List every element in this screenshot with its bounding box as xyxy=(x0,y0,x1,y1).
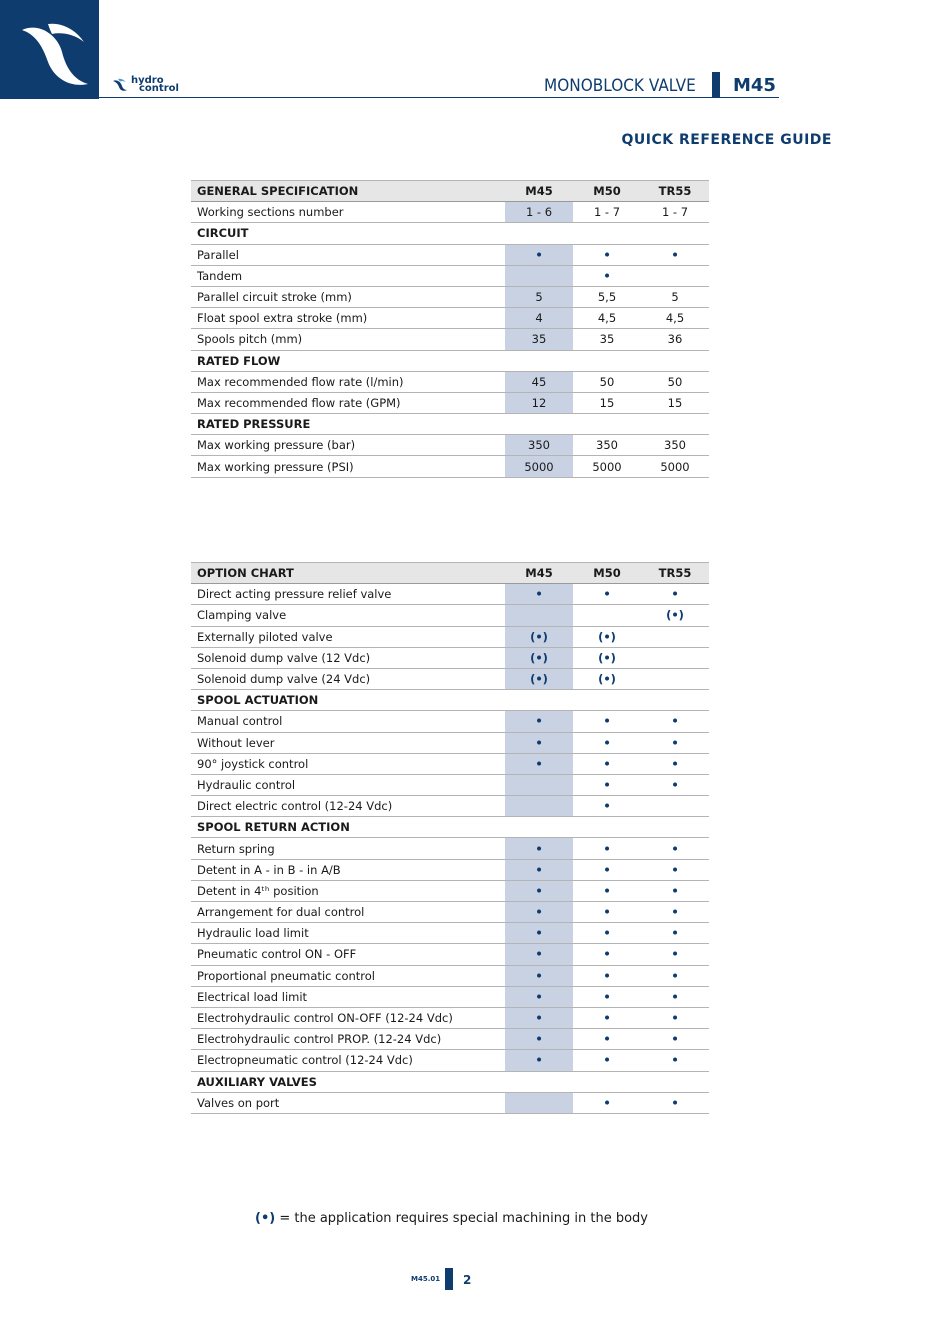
row-label: Parallel circuit stroke (mm) xyxy=(191,286,505,307)
table-cell: • xyxy=(641,880,709,901)
page-number: 2 xyxy=(463,1273,472,1287)
table-cell: 4,5 xyxy=(641,308,709,329)
section-label: RATED PRESSURE xyxy=(191,414,505,435)
table-title-header: OPTION CHART xyxy=(191,563,505,584)
row-label: Float spool extra stroke (mm) xyxy=(191,308,505,329)
header-title: MONOBLOCK VALVE xyxy=(544,76,696,96)
table-row xyxy=(191,965,709,986)
table-cell: • xyxy=(573,902,641,923)
row-label: Hydraulic control xyxy=(191,774,505,795)
table-cell: 350 xyxy=(573,435,641,456)
section-label: CIRCUIT xyxy=(191,223,505,244)
header-model: M45 xyxy=(733,75,776,96)
option-chart-table xyxy=(191,562,709,1114)
table-cell: 50 xyxy=(641,371,709,392)
row-label: Clamping valve xyxy=(191,605,505,626)
table-cell: • xyxy=(505,1007,573,1028)
table-cell: 5 xyxy=(641,286,709,307)
table-cell: 350 xyxy=(641,435,709,456)
table-cell: • xyxy=(505,859,573,880)
row-label: Return spring xyxy=(191,838,505,859)
table-cell xyxy=(641,265,709,286)
table-cell: • xyxy=(573,838,641,859)
table-row xyxy=(191,1007,709,1028)
table-cell: 1 - 7 xyxy=(573,202,641,223)
table-cell: • xyxy=(573,732,641,753)
table-cell: • xyxy=(573,1007,641,1028)
table-cell: • xyxy=(505,838,573,859)
footnote xyxy=(255,1211,648,1226)
table-cell xyxy=(641,223,709,244)
document-code: M45.01 xyxy=(411,1275,441,1283)
section-label: AUXILIARY VALVES xyxy=(191,1071,505,1092)
table-cell xyxy=(505,350,573,371)
table-cell: (•) xyxy=(573,668,641,689)
table-cell xyxy=(641,350,709,371)
table-cell xyxy=(573,414,641,435)
table-row xyxy=(191,626,709,647)
table-cell: • xyxy=(641,1029,709,1050)
table-cell: 50 xyxy=(573,371,641,392)
table-cell xyxy=(641,668,709,689)
row-label: Detent in A - in B - in A/B xyxy=(191,859,505,880)
table-cell: • xyxy=(573,753,641,774)
table-cell: (•) xyxy=(573,647,641,668)
table-cell xyxy=(505,414,573,435)
table-cell xyxy=(641,796,709,817)
section-row xyxy=(191,690,709,711)
table-cell: 35 xyxy=(505,329,573,350)
table-row xyxy=(191,774,709,795)
table-cell: (•) xyxy=(505,647,573,668)
table-cell xyxy=(641,414,709,435)
table-cell xyxy=(573,817,641,838)
row-label: Max working pressure (PSI) xyxy=(191,456,505,477)
general-specification-table xyxy=(191,180,709,478)
table-cell: • xyxy=(505,753,573,774)
brand-line-1: hydro xyxy=(131,75,164,86)
table-cell: • xyxy=(505,902,573,923)
table-cell: • xyxy=(573,880,641,901)
row-label: Electrohydraulic control ON-OFF (12-24 Vdc) xyxy=(191,1007,505,1028)
table-row xyxy=(191,753,709,774)
table-cell: • xyxy=(573,711,641,732)
table-cell: • xyxy=(573,986,641,1007)
row-label: Direct electric control (12-24 Vdc) xyxy=(191,796,505,817)
table-cell xyxy=(505,605,573,626)
row-label: Electropneumatic control (12-24 Vdc) xyxy=(191,1050,505,1071)
table-cell: • xyxy=(573,944,641,965)
table-row xyxy=(191,838,709,859)
table-cell xyxy=(573,350,641,371)
table-cell: • xyxy=(573,244,641,265)
table-cell xyxy=(505,690,573,711)
table-cell: • xyxy=(573,265,641,286)
table-cell xyxy=(505,1071,573,1092)
row-label: Valves on port xyxy=(191,1092,505,1113)
table-cell: 15 xyxy=(573,392,641,413)
table-cell: 1 - 6 xyxy=(505,202,573,223)
footnote-text: = the application requires special machining in the body xyxy=(275,1211,648,1226)
table-cell: • xyxy=(505,1050,573,1071)
table-cell: • xyxy=(505,944,573,965)
section-row xyxy=(191,414,709,435)
table-cell: 36 xyxy=(641,329,709,350)
table-row xyxy=(191,1050,709,1071)
table-cell: 4 xyxy=(505,308,573,329)
table-cell: • xyxy=(641,965,709,986)
row-label: Electrohydraulic control PROP. (12-24 Vdc) xyxy=(191,1029,505,1050)
model-column-header: M45 xyxy=(505,563,573,584)
row-label: Spools pitch (mm) xyxy=(191,329,505,350)
row-label: Electrical load limit xyxy=(191,986,505,1007)
row-label: Without lever xyxy=(191,732,505,753)
table-cell: 5000 xyxy=(573,456,641,477)
table-cell xyxy=(573,223,641,244)
row-label: Tandem xyxy=(191,265,505,286)
brand-wave-icon xyxy=(112,78,128,92)
table-cell: • xyxy=(641,584,709,605)
row-label: Max working pressure (bar) xyxy=(191,435,505,456)
table-cell xyxy=(641,690,709,711)
section-row xyxy=(191,223,709,244)
table-row xyxy=(191,584,709,605)
table-row xyxy=(191,456,709,477)
table-cell: • xyxy=(641,711,709,732)
table-cell: • xyxy=(641,753,709,774)
table-cell: • xyxy=(641,944,709,965)
table-cell: • xyxy=(573,796,641,817)
table-row xyxy=(191,902,709,923)
table-cell xyxy=(505,265,573,286)
table-title-header: GENERAL SPECIFICATION xyxy=(191,181,505,202)
table-row xyxy=(191,244,709,265)
brand-line-2: control xyxy=(139,83,179,94)
table-cell: • xyxy=(505,711,573,732)
table-row xyxy=(191,605,709,626)
table-cell xyxy=(505,223,573,244)
section-row xyxy=(191,817,709,838)
table-row xyxy=(191,1029,709,1050)
brand-corner-block xyxy=(0,0,99,99)
row-label: Proportional pneumatic control xyxy=(191,965,505,986)
row-label: Solenoid dump valve (24 Vdc) xyxy=(191,668,505,689)
row-label: Hydraulic load limit xyxy=(191,923,505,944)
table-row xyxy=(191,265,709,286)
table-cell: 45 xyxy=(505,371,573,392)
table-cell: (•) xyxy=(505,668,573,689)
table-cell xyxy=(573,605,641,626)
row-label: Externally piloted valve xyxy=(191,626,505,647)
row-label: Manual control xyxy=(191,711,505,732)
table-cell: • xyxy=(505,880,573,901)
table-cell: • xyxy=(505,584,573,605)
footnote-symbol: (•) xyxy=(255,1211,276,1226)
brand-logo xyxy=(112,75,179,95)
table-cell: • xyxy=(573,1092,641,1113)
table-cell xyxy=(641,1071,709,1092)
table-cell xyxy=(641,817,709,838)
table-row xyxy=(191,1092,709,1113)
table-cell: • xyxy=(573,774,641,795)
model-column-header: M45 xyxy=(505,181,573,202)
table-cell: • xyxy=(573,965,641,986)
section-label: RATED FLOW xyxy=(191,350,505,371)
table-cell: • xyxy=(505,732,573,753)
row-label: Detent in 4ᵗʰ position xyxy=(191,880,505,901)
table-cell xyxy=(641,647,709,668)
table-cell: 12 xyxy=(505,392,573,413)
table-cell: • xyxy=(573,1050,641,1071)
header-divider-bar xyxy=(712,72,720,98)
section-row xyxy=(191,350,709,371)
model-column-header: TR55 xyxy=(641,563,709,584)
table-cell: • xyxy=(641,244,709,265)
table-cell: • xyxy=(641,838,709,859)
row-label: Solenoid dump valve (12 Vdc) xyxy=(191,647,505,668)
table-cell xyxy=(505,796,573,817)
table-row xyxy=(191,923,709,944)
table-cell xyxy=(573,690,641,711)
row-label: Arrangement for dual control xyxy=(191,902,505,923)
row-label: Pneumatic control ON - OFF xyxy=(191,944,505,965)
table-row xyxy=(191,392,709,413)
guide-title: QUICK REFERENCE GUIDE xyxy=(621,132,832,148)
table-row xyxy=(191,371,709,392)
table-row xyxy=(191,286,709,307)
table-row xyxy=(191,668,709,689)
table-cell xyxy=(505,1092,573,1113)
table-cell: • xyxy=(641,732,709,753)
table-cell xyxy=(505,774,573,795)
table-row xyxy=(191,986,709,1007)
row-label: Max recommended flow rate (l/min) xyxy=(191,371,505,392)
table-row xyxy=(191,435,709,456)
table-cell: • xyxy=(573,859,641,880)
table-row xyxy=(191,944,709,965)
row-label: Max recommended flow rate (GPM) xyxy=(191,392,505,413)
table-cell xyxy=(641,626,709,647)
table-cell: 4,5 xyxy=(573,308,641,329)
table-cell: 35 xyxy=(573,329,641,350)
model-column-header: M50 xyxy=(573,181,641,202)
table-row xyxy=(191,796,709,817)
table-cell: 5 xyxy=(505,286,573,307)
table-cell: • xyxy=(641,774,709,795)
row-label: 90° joystick control xyxy=(191,753,505,774)
table-cell: • xyxy=(573,923,641,944)
table-cell xyxy=(573,1071,641,1092)
table-cell: • xyxy=(505,923,573,944)
table-cell: • xyxy=(505,244,573,265)
table-cell: 15 xyxy=(641,392,709,413)
table-cell: • xyxy=(505,986,573,1007)
table-cell: (•) xyxy=(641,605,709,626)
table-row xyxy=(191,329,709,350)
table-cell: • xyxy=(573,584,641,605)
table-cell: • xyxy=(505,1029,573,1050)
table-cell: • xyxy=(641,986,709,1007)
table-row xyxy=(191,880,709,901)
table-cell: • xyxy=(505,965,573,986)
table-row xyxy=(191,308,709,329)
model-column-header: M50 xyxy=(573,563,641,584)
header-rule xyxy=(99,97,779,98)
wave-logo-icon xyxy=(0,0,99,99)
table-cell: • xyxy=(641,1007,709,1028)
table-cell: (•) xyxy=(573,626,641,647)
table-row xyxy=(191,859,709,880)
table-cell: 350 xyxy=(505,435,573,456)
footer-divider-bar xyxy=(445,1268,453,1290)
table-cell: • xyxy=(641,1092,709,1113)
table-row xyxy=(191,647,709,668)
table-cell: 5000 xyxy=(505,456,573,477)
row-label: Parallel xyxy=(191,244,505,265)
table-header-row xyxy=(191,563,709,584)
row-label: Direct acting pressure relief valve xyxy=(191,584,505,605)
table-cell: • xyxy=(641,902,709,923)
table-cell: (•) xyxy=(505,626,573,647)
table-cell: • xyxy=(573,1029,641,1050)
table-cell: • xyxy=(641,923,709,944)
model-column-header: TR55 xyxy=(641,181,709,202)
section-label: SPOOL ACTUATION xyxy=(191,690,505,711)
table-header-row xyxy=(191,181,709,202)
table-cell: 1 - 7 xyxy=(641,202,709,223)
table-cell: • xyxy=(641,1050,709,1071)
table-row xyxy=(191,732,709,753)
row-label: Working sections number xyxy=(191,202,505,223)
table-row xyxy=(191,202,709,223)
table-cell xyxy=(505,817,573,838)
section-row xyxy=(191,1071,709,1092)
table-cell: 5,5 xyxy=(573,286,641,307)
table-cell: • xyxy=(641,859,709,880)
table-row xyxy=(191,711,709,732)
table-cell: 5000 xyxy=(641,456,709,477)
section-label: SPOOL RETURN ACTION xyxy=(191,817,505,838)
